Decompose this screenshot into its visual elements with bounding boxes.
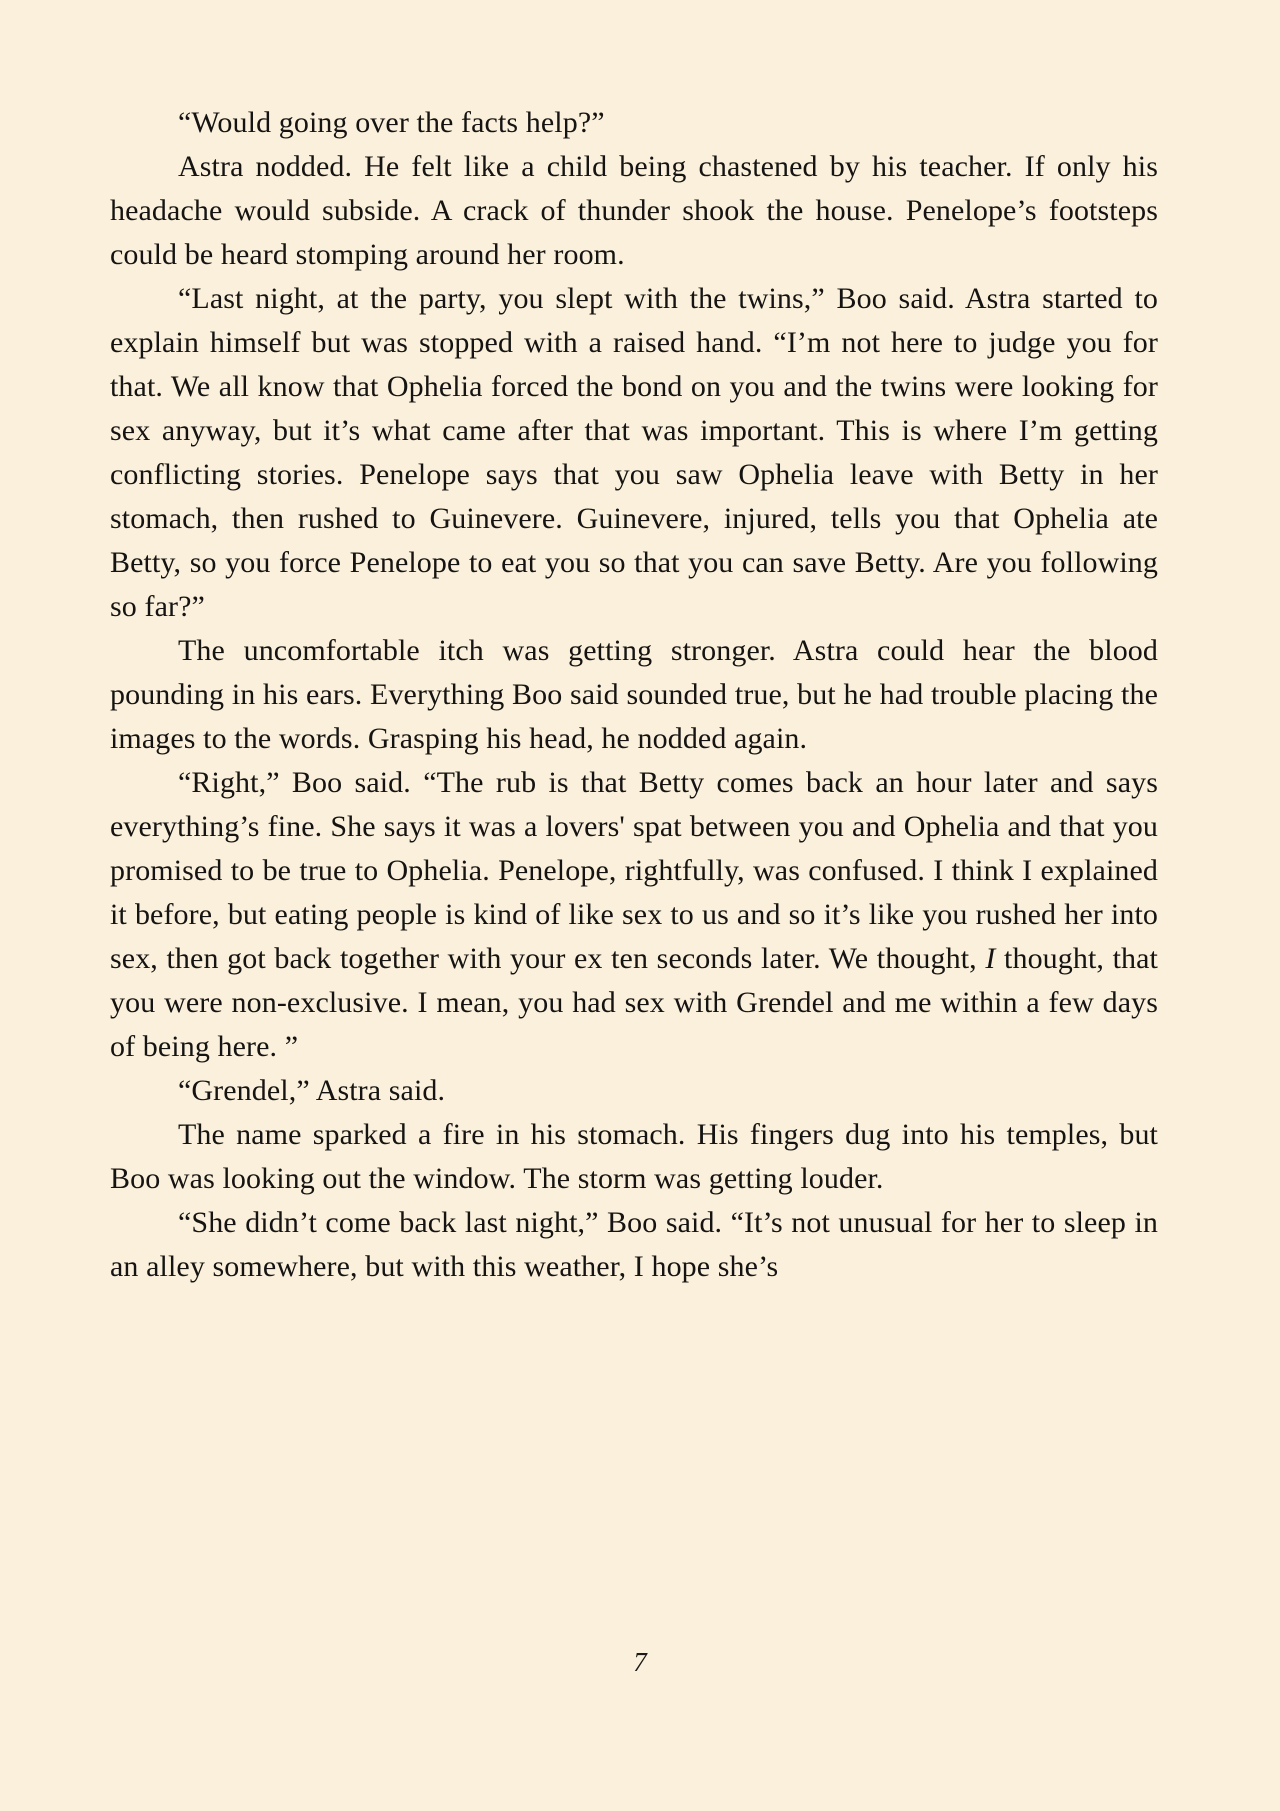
text-run: Astra nodded. He felt like a child being chastened by his teacher. If only his headache would subside. A crack of thunder shook the house. Penelope’s footsteps could be heard stomping around her room.: [110, 150, 1158, 271]
text-run: “Would going over the facts help?”: [178, 106, 605, 139]
italic-run: I: [985, 942, 996, 975]
page-text: [110, 101, 1158, 1289]
text-run: thought, that you were non-exclusive. I mean, you had sex with Grendel and me within a few days of being here. ”: [110, 942, 1158, 1063]
paragraph: [110, 101, 1158, 145]
paragraph: [110, 629, 1158, 761]
text-run: The name sparked a fire in his stomach. His fingers dug into his temples, but Boo was looking out the window. The storm was getting louder.: [110, 1118, 1158, 1195]
paragraph: [110, 761, 1158, 1069]
text-run: “Right,” Boo said. “The rub is that Betty comes back an hour later and says everything’s fine. She says it was a lovers' spat between you and Ophelia and that you promised to be true to Ophelia. Penelope, rightfully, was confused. I think I explained it before, but eating people is kind of like sex to us and so it’s like you rushed her into sex, then got back together with your ex ten seconds later. We thought,: [110, 766, 1158, 975]
text-run: The uncomfortable itch was getting stronger. Astra could hear the blood pounding in his ears. Everything Boo said sounded true, but he had trouble placing the images to the words. Grasping his head, he nodded again.: [110, 634, 1158, 755]
text-run: “She didn’t come back last night,” Boo said. “It’s not unusual for her to sleep in an alley somewhere, but with this weather, I hope she’s: [110, 1206, 1158, 1283]
page-number: 7: [633, 1647, 647, 1677]
paragraph: [110, 1201, 1158, 1289]
paragraph: [110, 1069, 1158, 1113]
paragraph: [110, 277, 1158, 629]
paragraph: [110, 1113, 1158, 1201]
text-run: “Last night, at the party, you slept with the twins,” Boo said. Astra started to explain himself but was stopped with a raised hand. “I’m not here to judge you for that. We all know that Ophelia forced the bond on you and the twins were looking for sex anyway, but it’s what came after that was important. This is where I’m getting conflicting stories. Penelope says that you saw Ophelia leave with Betty in her stomach, then rushed to Guinevere. Guinevere, injured, tells you that Ophelia ate Betty, so you force Penelope to eat you so that you can save Betty. Are you following so far?”: [110, 282, 1158, 623]
paragraph: [110, 145, 1158, 277]
text-run: “Grendel,” Astra said.: [178, 1074, 446, 1107]
